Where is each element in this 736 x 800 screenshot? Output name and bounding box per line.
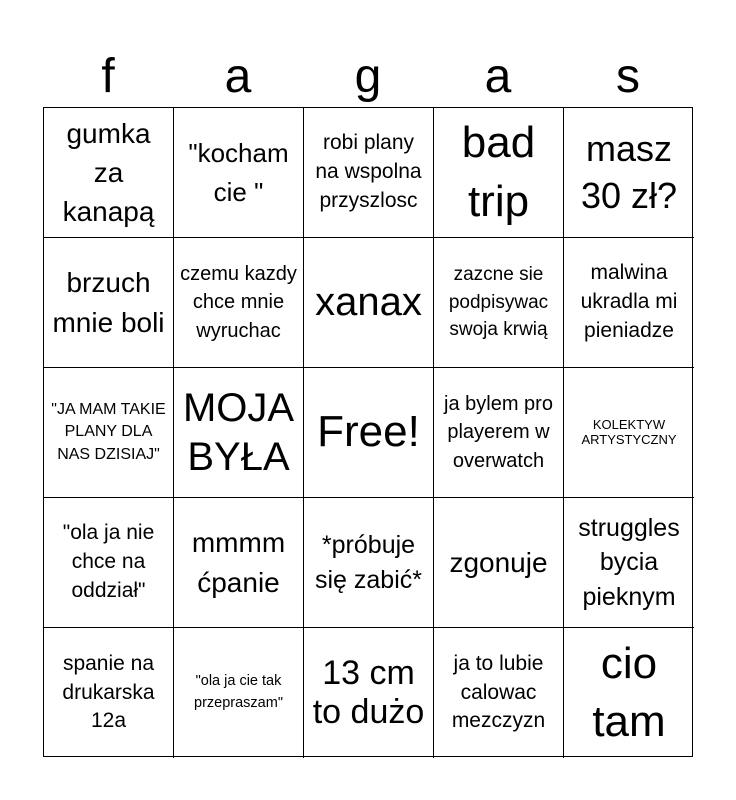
bingo-cell-r4c1[interactable] bbox=[44, 498, 174, 628]
bingo-cell-r1c2[interactable] bbox=[174, 108, 304, 238]
bingo-cell-r4c2[interactable] bbox=[174, 498, 304, 628]
cell-text: 13 cm to dużo bbox=[312, 653, 425, 731]
bingo-cell-r3c5[interactable] bbox=[564, 368, 694, 498]
cell-text: czemu kazdy chce mnie wyruchac bbox=[180, 262, 297, 342]
bingo-cell-r1c1[interactable] bbox=[44, 108, 174, 238]
cell-text: ja bylem pro playerem w overwatch bbox=[444, 392, 553, 472]
cell-text: mmmm ćpanie bbox=[191, 527, 286, 598]
bingo-header bbox=[43, 48, 693, 106]
cell-text: "ola ja cie tak przepraszam" bbox=[194, 673, 283, 711]
cell-text: struggles bycia pieknym bbox=[578, 513, 680, 611]
cell-text: MOJA BYŁA bbox=[182, 385, 295, 479]
cell-text: *próbuje się zabić* bbox=[315, 531, 422, 594]
bingo-cell-r3c1[interactable] bbox=[44, 368, 174, 498]
cell-text: "JA MAM TAKIE PLANY DLA NAS DZISIAJ" bbox=[51, 400, 166, 463]
cell-text: KOLEKTYW ARTYSTYCZNY bbox=[581, 416, 677, 447]
header-letter-3: g bbox=[354, 50, 382, 103]
bingo-cell-r2c4[interactable] bbox=[434, 238, 564, 368]
header-letter-1: f bbox=[101, 50, 115, 103]
bingo-cell-r4c5[interactable] bbox=[564, 498, 694, 628]
header-letter-5: s bbox=[616, 50, 640, 103]
cell-text: zazcne sie podpisywac swoja krwią bbox=[448, 264, 549, 341]
bingo-cell-r4c4[interactable] bbox=[434, 498, 564, 628]
bingo-cell-r1c3[interactable] bbox=[304, 108, 434, 238]
bingo-cell-r2c2[interactable] bbox=[174, 238, 304, 368]
bingo-cell-r2c3[interactable] bbox=[304, 238, 434, 368]
cell-text: spanie na drukarska 12a bbox=[62, 651, 155, 733]
bingo-grid bbox=[43, 107, 693, 757]
cell-text: robi plany na wspolna przyszlosc bbox=[315, 131, 422, 212]
cell-text: gumka za kanapą bbox=[62, 117, 155, 228]
cell-text: cio tam bbox=[592, 638, 666, 746]
bingo-cell-r3c2[interactable] bbox=[174, 368, 304, 498]
bingo-cell-r5c2[interactable] bbox=[174, 628, 304, 758]
header-letter-2: a bbox=[224, 50, 252, 103]
bingo-cell-r2c5[interactable] bbox=[564, 238, 694, 368]
cell-text: "ola ja nie chce na oddział" bbox=[62, 521, 155, 602]
bingo-cell-r4c3[interactable] bbox=[304, 498, 434, 628]
bingo-cell-r1c4[interactable] bbox=[434, 108, 564, 238]
cell-text: ja to lubie calowac mezczyzn bbox=[451, 651, 546, 733]
cell-text: malwina ukradla mi pieniadze bbox=[580, 261, 678, 342]
bingo-cell-r5c1[interactable] bbox=[44, 628, 174, 758]
cell-text: masz 30 zł? bbox=[580, 127, 678, 216]
cell-text: bad trip bbox=[461, 118, 536, 226]
free-space-cell[interactable] bbox=[304, 368, 434, 498]
bingo-cell-r5c3[interactable] bbox=[304, 628, 434, 758]
bingo-cell-r1c5[interactable] bbox=[564, 108, 694, 238]
bingo-cell-r5c5[interactable] bbox=[564, 628, 694, 758]
bingo-cell-r5c4[interactable] bbox=[434, 628, 564, 758]
free-space-label: Free! bbox=[317, 407, 420, 457]
cell-text: zgonuje bbox=[449, 546, 548, 578]
cell-text: xanax bbox=[315, 280, 422, 325]
bingo-cell-r2c1[interactable] bbox=[44, 238, 174, 368]
bingo-cell-r3c4[interactable] bbox=[434, 368, 564, 498]
cell-text: brzuch mnie boli bbox=[52, 267, 165, 338]
cell-text: "kocham cie " bbox=[188, 137, 289, 207]
header-letter-4: a bbox=[484, 50, 512, 103]
